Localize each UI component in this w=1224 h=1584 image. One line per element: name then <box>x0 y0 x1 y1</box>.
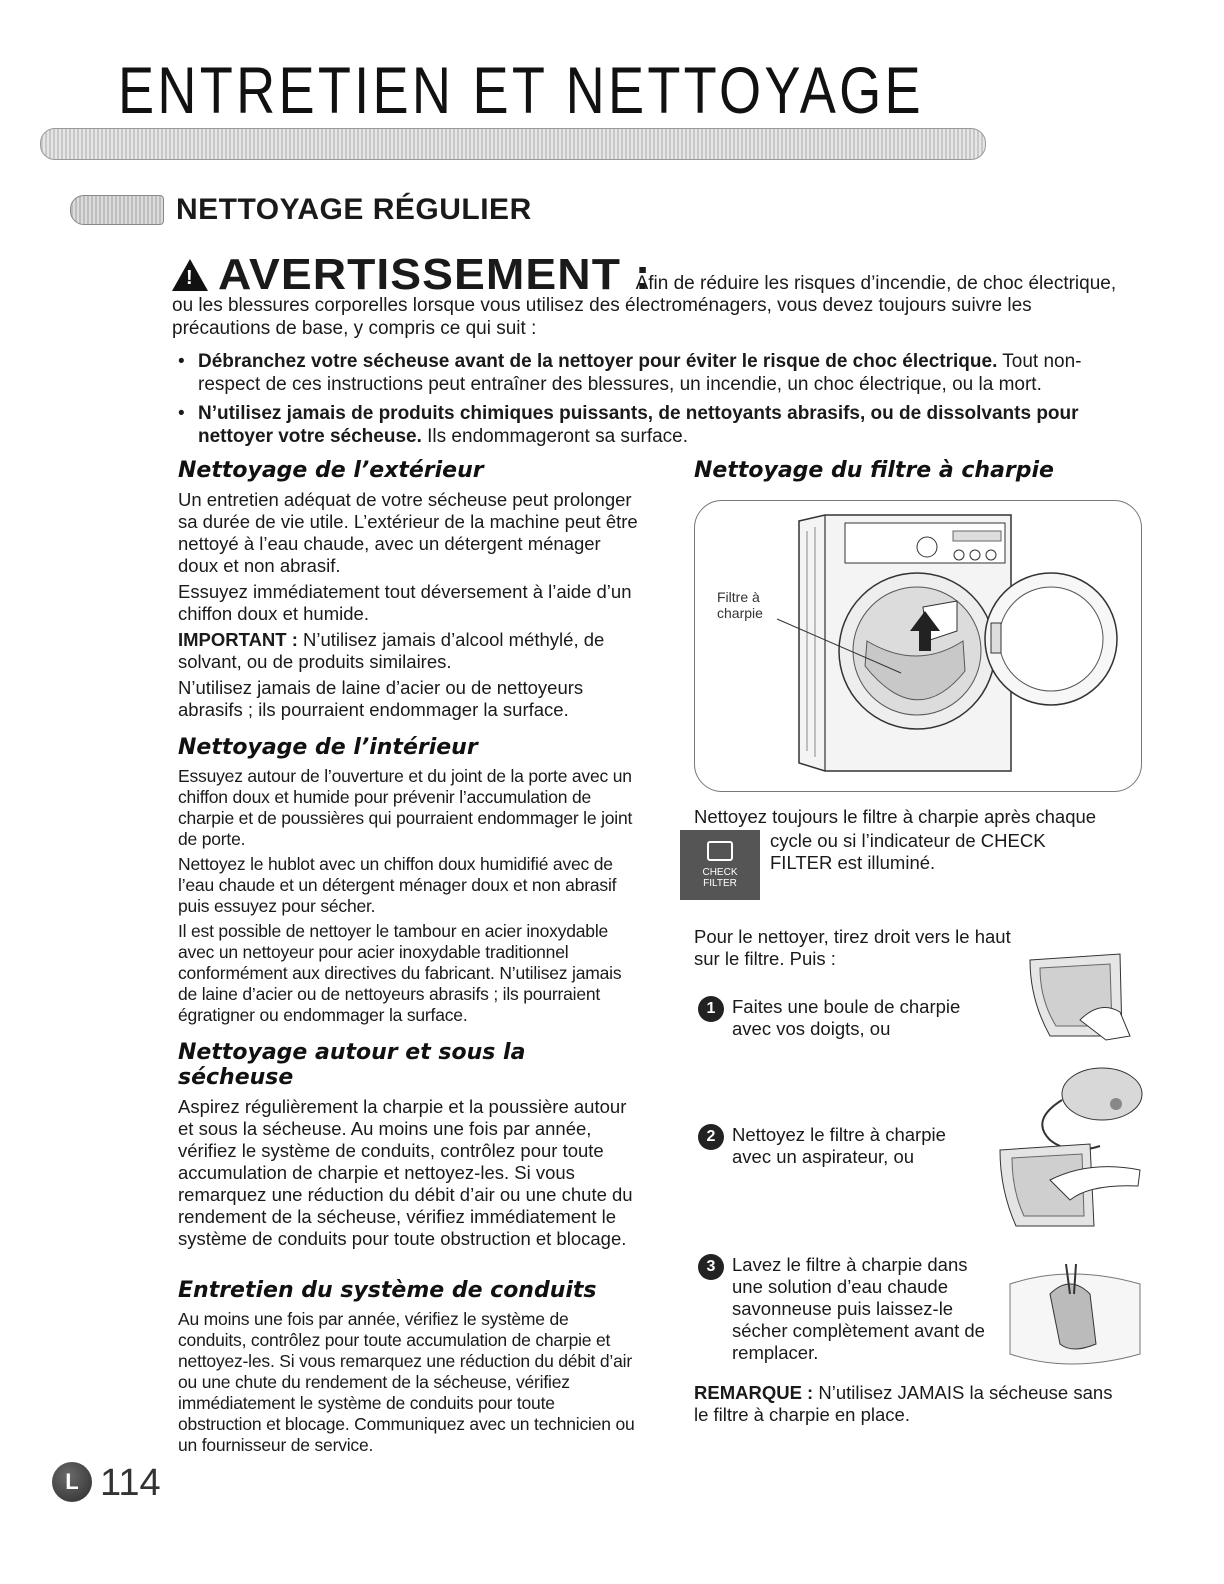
check-intro: Nettoyez toujours le filtre à charpie après chaque <box>694 806 1097 827</box>
step-text: Nettoyez le filtre à charpie avec un aspirateur, ou <box>732 1124 946 1167</box>
check-filter-indicator <box>680 830 760 900</box>
warning-title: AVERTISSEMENT : <box>218 250 652 299</box>
interior-heading: Nettoyage de l’intérieur <box>178 735 478 760</box>
remark-text: N’utilisez JAMAIS la sécheuse sans le filtre à charpie en place. <box>694 1382 1113 1425</box>
warning-text: ou les blessures corporelles lorsque vous utilisez des électroménagers, vous devez toujours suivre les précautions de base, y compris ce qui suit : <box>172 295 1032 339</box>
vacuum-filter-illustration <box>990 1060 1150 1240</box>
ducts-heading: Entretien du système de conduits <box>178 1278 597 1303</box>
warning-line <box>172 250 1132 300</box>
dryer-illustration <box>695 501 1141 791</box>
bullet-text: Tout non-respect de ces instructions peut entraîner des blessures, un incendie, un choc électrique, ou la mort. <box>198 351 1082 395</box>
title-decorative-bar <box>40 128 986 160</box>
step-text: Faites une boule de charpie avec vos doigts, ou <box>732 996 961 1039</box>
step-1 <box>698 996 998 1040</box>
left-column <box>178 458 638 1460</box>
page-number: 114 <box>100 1462 161 1504</box>
remark <box>694 1382 1114 1426</box>
check-filter-label: CHECK FILTER <box>702 867 738 889</box>
bullet-bold: N’utilisez jamais de produits chimiques puissants, de nettoyants abrasifs, ou de dissolvants pour nettoyer votre sécheuse. <box>198 403 1079 447</box>
figure-label: Filtre à charpie <box>717 589 763 621</box>
dryer-figure <box>694 500 1142 792</box>
remark-label: REMARQUE : <box>694 1382 814 1403</box>
section-marker <box>70 195 164 225</box>
interior-p1: Essuyez autour de l’ouverture et du joint de la porte avec un chiffon doux et humide pour prévenir l’accumulation de charpie et de poussières qui pourraient endommager le joint de porte. <box>178 766 633 849</box>
ducts-p1: Au moins une fois par année, vérifiez le système de conduits, contrôlez pour toute accumulation de charpie et nettoyez-les. Si vous remarquez une réduction du débit d’air ou une chute du rendement de la sécheuse, vérifiez immédiatement le système de conduits pour toute obstruction et blocage. Communiquez avec un technicien ou un fournisseur de service. <box>178 1309 635 1455</box>
exterior-p4: N’utilisez jamais de laine d’acier ou de nettoyeurs abrasifs ; ils pourraient endommager la surface. <box>178 677 584 720</box>
step-3 <box>698 1254 998 1364</box>
lint-filter-heading: Nettoyage du filtre à charpie <box>694 458 1054 483</box>
step-2 <box>698 1124 998 1168</box>
lg-logo: L <box>52 1462 92 1502</box>
section-heading: NETTOYAGE RÉGULIER <box>176 193 532 226</box>
right-column-heading-wrap <box>694 458 1144 489</box>
bullet-text: Ils endommageront sa surface. <box>421 426 689 447</box>
bullet-bold: Débranchez votre sécheuse avant de la nettoyer pour éviter le risque de choc électrique. <box>198 351 998 372</box>
around-heading: Nettoyage autour et sous la sécheuse <box>178 1040 526 1090</box>
warning-intro: Afin de réduire les risques d’incendie, de choc électrique, <box>635 273 1117 294</box>
step-number: 3 <box>698 1254 724 1280</box>
filter-icon <box>707 841 733 861</box>
exterior-p3-text: N’utilisez jamais d’alcool méthylé, de solvant, ou de produits similaires. <box>178 629 605 672</box>
pull-text: Pour le nettoyer, tirez droit vers le haut sur le filtre. Puis : <box>694 926 1011 969</box>
warning-bullet <box>178 402 1138 448</box>
exterior-p3 <box>178 629 638 673</box>
interior-p3: Il est possible de nettoyer le tambour en acier inoxydable avec un nettoyeur pour acier inoxydable traditionnel conformément aux directives du fabricant. N’utilisez jamais de laine d’acier ou de nettoyeurs abrasifs ; ils pourraient égratigner ou endommager la surface. <box>178 921 622 1025</box>
pull-instructions <box>694 926 1014 970</box>
remark-block <box>694 1382 1114 1426</box>
interior-p2: Nettoyez le hublot avec un chiffon doux humidifié avec de l’eau chaude et un détergent ménager doux et non abrasif puis essuyez pour sécher. <box>178 854 617 916</box>
around-p1: Aspirez régulièrement la charpie et la poussière autour et sous la sécheuse. Au moins une fois par année, vérifiez le système de conduits, contrôlez pour toute accumulation de charpie et nettoyez-les. Si vous remarquez une réduction du débit d’air ou une chute du rendement de la sécheuse, vérifiez immédiatement le système de conduits pour toute obstruction et blocage. <box>178 1096 633 1249</box>
warning-bullets <box>178 350 1138 454</box>
warning-triangle-icon <box>172 259 208 291</box>
page-title: ENTRETIEN ET NETTOYAGE <box>118 53 924 127</box>
filter-hand-illustration <box>1010 940 1150 1050</box>
exterior-p2: Essuyez immédiatement tout déversement à l’aide d’un chiffon doux et humide. <box>178 581 632 624</box>
exterior-p1: Un entretien adéquat de votre sécheuse peut prolonger sa durée de vie utile. L’extérieur de la machine peut être nettoyé à l’eau chaude, avec un détergent ménager doux et non abrasif. <box>178 489 638 576</box>
warning-bullet <box>178 350 1138 396</box>
check-rest: cycle ou si l’indicateur de CHECK FILTER est illuminé. <box>770 830 1046 873</box>
important-label: IMPORTANT : <box>178 629 298 650</box>
step-number: 1 <box>698 996 724 1022</box>
step-text: Lavez le filtre à charpie dans une solution d’eau chaude savonneuse puis laissez-le sécher complètement avant de remplacer. <box>732 1254 985 1363</box>
exterior-heading: Nettoyage de l’extérieur <box>178 458 484 483</box>
check-filter-block <box>694 806 1144 900</box>
step-number: 2 <box>698 1124 724 1150</box>
wash-filter-illustration <box>1000 1254 1150 1374</box>
